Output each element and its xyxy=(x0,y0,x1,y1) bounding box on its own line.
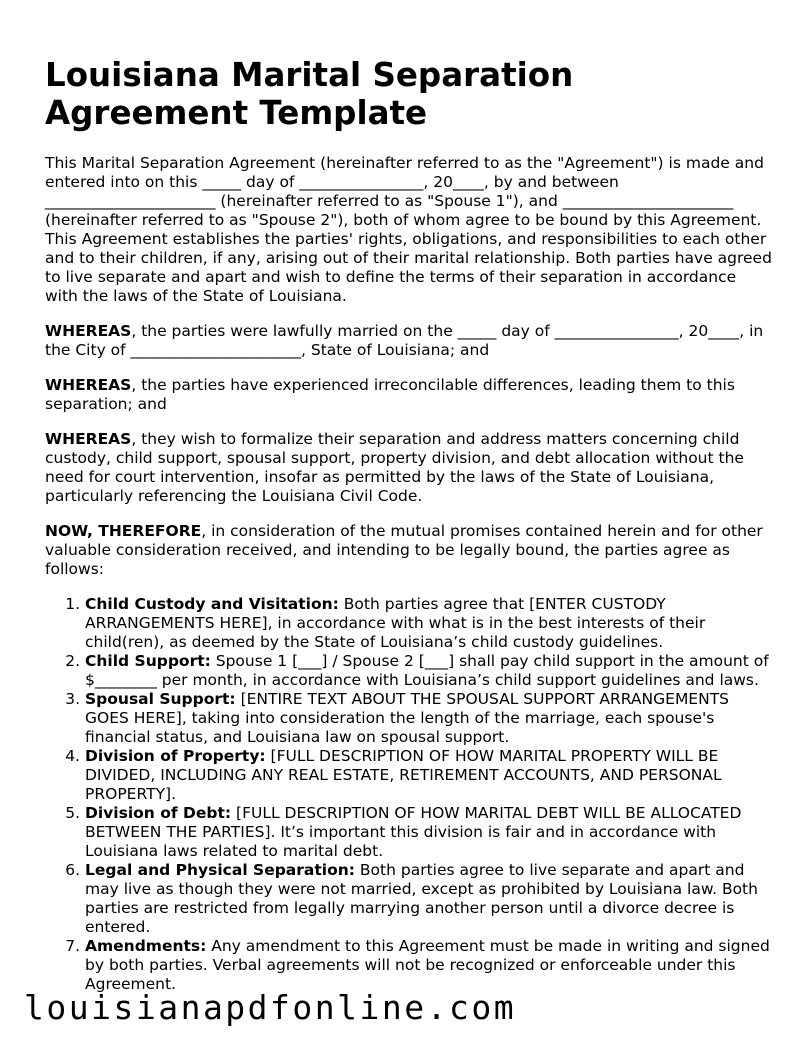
term-child-support xyxy=(85,652,773,690)
term-child-custody xyxy=(85,595,773,652)
term-heading: Amendments: xyxy=(85,937,207,955)
term-text: [FULL DESCRIPTION OF HOW MARITAL DEBT WILL BE ALLOCATED BETWEEN THE PARTIES]. It’s important this division is fair and in accordance with Louisiana laws related to marital debt. xyxy=(85,804,742,860)
term-text: Spouse 1 [___] / Spouse 2 [___] shall pay child support in the amount of $________ per month, in accordance with Louisiana’s child support guidelines and laws. xyxy=(85,652,769,689)
whereas-clause-3 xyxy=(45,430,773,506)
term-division-of-property xyxy=(85,747,773,804)
now-therefore-clause xyxy=(45,522,773,579)
term-heading: Division of Debt: xyxy=(85,804,232,822)
term-division-of-debt xyxy=(85,804,773,861)
term-spousal-support xyxy=(85,690,773,747)
term-text: [FULL DESCRIPTION OF HOW MARITAL PROPERTY WILL BE DIVIDED, INCLUDING ANY REAL ESTATE, RETIREMENT ACCOUNTS, AND PERSONAL PROPERTY]. xyxy=(85,747,722,803)
whereas-lead: WHEREAS xyxy=(45,376,132,394)
term-heading: Spousal Support: xyxy=(85,690,236,708)
term-legal-physical-separation xyxy=(85,861,773,937)
whereas-text: , the parties have experienced irreconcilable differences, leading them to this separation; and xyxy=(45,376,735,413)
document-title: Louisiana Marital Separation Agreement Template xyxy=(45,56,574,132)
term-amendments xyxy=(85,937,773,994)
document-page xyxy=(45,56,773,994)
intro-paragraph: This Marital Separation Agreement (hereinafter referred to as the "Agreement") is made and entered into on this _____ day of ________________, 20____, by and between ______________________ (hereinafter referred to as "Spouse 1"), and ______________________ (hereinafter referred to as "Spouse 2"), both of whom agree to be bound by this Agreement. This Agreement establishes the parties' rights, obligations, and responsibilities to each other and to their children, if any, arising out of their marital relationship. Both parties have agreed to live separate and apart and wish to define the terms of their separation in accordance with the laws of the State of Louisiana. xyxy=(45,154,772,305)
whereas-clause-1 xyxy=(45,322,773,360)
term-heading: Legal and Physical Separation: xyxy=(85,861,355,879)
site-watermark: louisianapdfonline.com xyxy=(24,988,517,1027)
term-heading: Child Custody and Visitation: xyxy=(85,595,339,613)
terms-list xyxy=(45,595,773,994)
now-therefore-lead: NOW, THEREFORE xyxy=(45,522,202,540)
term-text: Both parties agree that [ENTER CUSTODY ARRANGEMENTS HERE], in accordance with what is in the best interests of their child(ren), as deemed by the State of Louisiana’s child custody guidelines. xyxy=(85,595,706,651)
whereas-text: , they wish to formalize their separation and address matters concerning child custody, child support, spousal support, property division, and debt allocation without the need for court intervention, insofar as permitted by the laws of the State of Louisiana, particularly referencing the Louisiana Civil Code. xyxy=(45,430,744,505)
term-text: Both parties agree to live separate and apart and may live as though they were not married, except as prohibited by Louisiana law. Both parties are restricted from legally marrying another person until a divorce decree is entered. xyxy=(85,861,758,936)
now-therefore-text: , in consideration of the mutual promises contained herein and for other valuable consideration received, and intending to be legally bound, the parties agree as follows: xyxy=(45,522,763,578)
term-text: [ENTIRE TEXT ABOUT THE SPOUSAL SUPPORT ARRANGEMENTS GOES HERE], taking into consideration the length of the marriage, each spouse's financial status, and Louisiana law on spousal support. xyxy=(85,690,730,746)
term-heading: Child Support: xyxy=(85,652,211,670)
whereas-clause-2 xyxy=(45,376,773,414)
term-text: Any amendment to this Agreement must be made in writing and signed by both parties. Verbal agreements will not be recognized or enforceable under this Agreement. xyxy=(85,937,770,993)
whereas-lead: WHEREAS xyxy=(45,430,132,448)
term-heading: Division of Property: xyxy=(85,747,266,765)
whereas-text: , the parties were lawfully married on the _____ day of ________________, 20____, in the City of ______________________, State of Louisiana; and xyxy=(45,322,764,359)
whereas-lead: WHEREAS xyxy=(45,322,132,340)
